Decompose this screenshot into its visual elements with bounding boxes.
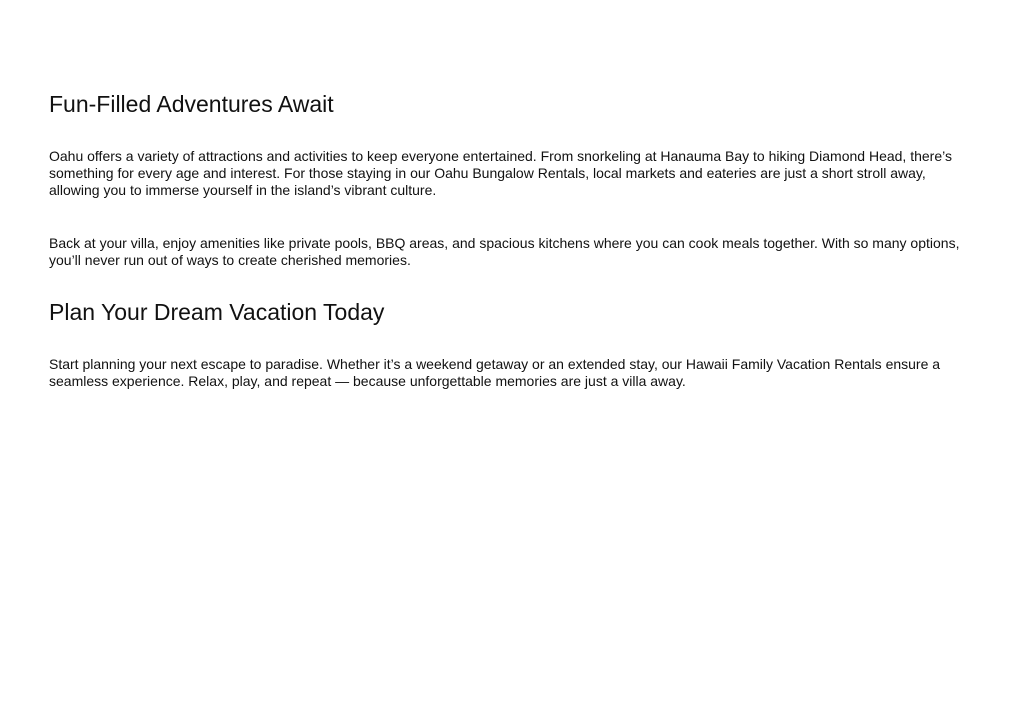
- section-heading-plan-vacation: Plan Your Dream Vacation Today: [49, 299, 385, 325]
- section-paragraph-attractions: Oahu offers a variety of attractions and activities to keep everyone entertained. From snorkeling at Hanauma Bay to hiking Diamond Head, there’s something for every age and interest. For those staying in our Oahu Bungalow Rentals, local markets and eateries are just a short stroll away, allowing you to immerse yourself in the island’s vibrant culture.: [49, 148, 952, 198]
- section-paragraph-planning: Start planning your next escape to paradise. Whether it’s a weekend getaway or an extended stay, our Hawaii Family Vacation Rentals ensure a seamless experience. Relax, play, and repeat — because unforgettable memories are just a villa away.: [49, 356, 941, 389]
- section-heading-adventures: Fun-Filled Adventures Await: [49, 91, 334, 117]
- section-paragraph-amenities: Back at your villa, enjoy amenities like private pools, BBQ areas, and spacious kitchens where you can cook meals together. With so many options, you’ll never run out of ways to create cherished memories.: [49, 235, 960, 268]
